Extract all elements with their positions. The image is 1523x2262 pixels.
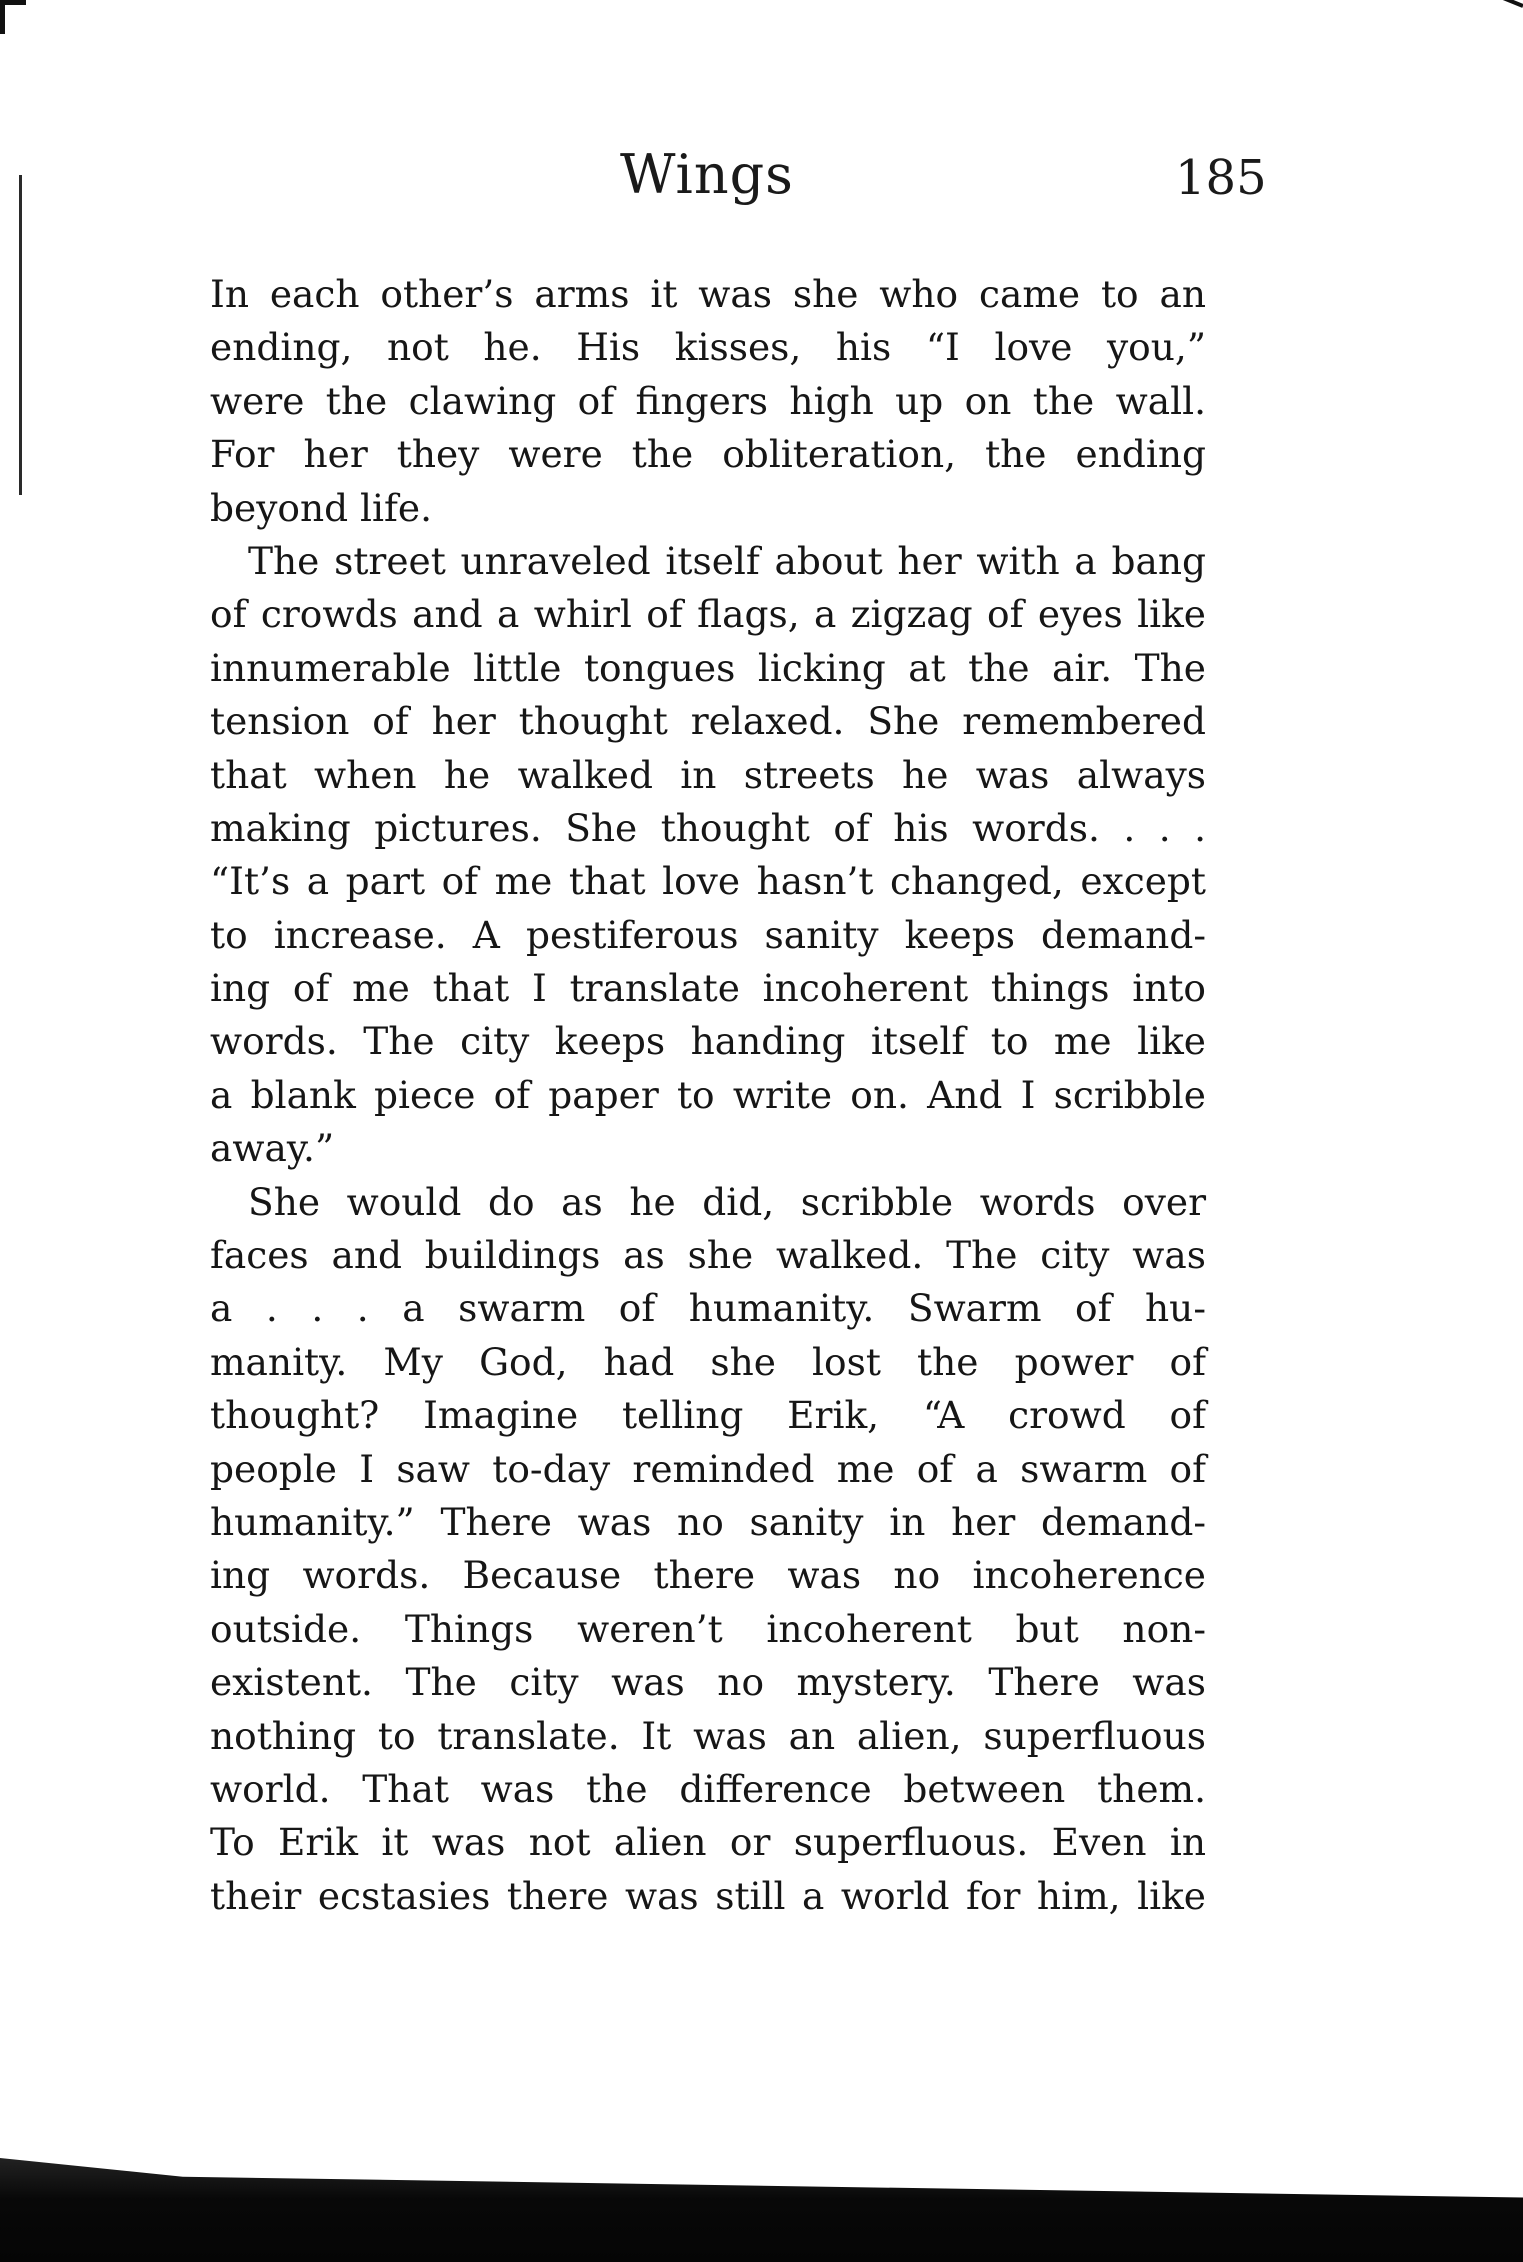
text-line: innumerable little tongues licking at the air. The [210, 645, 1206, 690]
text-line: humanity.” There was no sanity in her demand- [210, 1499, 1206, 1544]
text-line: In each other’s arms it was she who came to an [210, 272, 1206, 316]
text-line: to increase. A pestiferous sanity keeps demand- [210, 912, 1206, 957]
text-line: people I saw to-day reminded me of a swarm of [210, 1446, 1206, 1491]
running-header-title: Wings [620, 143, 794, 206]
text-line: that when he walked in streets he was always [210, 752, 1206, 797]
text-line: ing of me that I translate incoherent things into [210, 966, 1206, 1011]
text-line: faces and buildings as she walked. The city was [210, 1233, 1206, 1278]
page-number: 185 [1175, 150, 1267, 206]
text-line: existent. The city was no mystery. There was [210, 1660, 1206, 1705]
text-line: nothing to translate. It was an alien, superfluous [210, 1713, 1206, 1758]
scan-corner-mark [0, 0, 5, 34]
text-line: thought? Imagine telling Erik, “A crowd of [210, 1393, 1206, 1438]
text-line: world. That was the difference between them. [210, 1766, 1206, 1811]
text-line: ing words. Because there was no incoherence [210, 1553, 1206, 1598]
scan-edge-line [19, 175, 22, 495]
text-line: away.” [210, 1126, 335, 1171]
text-line: The street unraveled itself about her with a bang [248, 538, 1206, 583]
scan-bottom-shadow [0, 2158, 1523, 2262]
text-line: were the clawing of fingers high up on the wall. [210, 378, 1206, 423]
body-text [210, 268, 1206, 1923]
text-line: a blank piece of paper to write on. And I scribble [210, 1072, 1206, 1117]
text-line: outside. Things weren’t incoherent but non- [210, 1606, 1206, 1651]
text-line: their ecstasies there was still a world for him, like [210, 1873, 1206, 1918]
text-line: words. The city keeps handing itself to me like [210, 1019, 1206, 1064]
text-line: a . . . a swarm of humanity. Swarm of hu- [210, 1286, 1206, 1331]
text-line: ending, not he. His kisses, his “I love you,” [210, 325, 1206, 370]
text-line: For her they were the obliteration, the ending [210, 432, 1206, 477]
text-line: of crowds and a whirl of flags, a zigzag of eyes like [210, 592, 1206, 637]
text-line: She would do as he did, scribble words over [248, 1179, 1206, 1224]
text-line: To Erik it was not alien or superfluous. Even in [210, 1820, 1206, 1865]
text-line: “It’s a part of me that love hasn’t changed, except [210, 859, 1206, 904]
text-line: manity. My God, had she lost the power of [210, 1339, 1206, 1384]
text-line: beyond life. [210, 485, 433, 530]
text-line: tension of her thought relaxed. She remembered [210, 699, 1206, 744]
scan-corner-mark [1500, 0, 1523, 8]
text-line: making pictures. She thought of his words. . . . [210, 805, 1206, 850]
